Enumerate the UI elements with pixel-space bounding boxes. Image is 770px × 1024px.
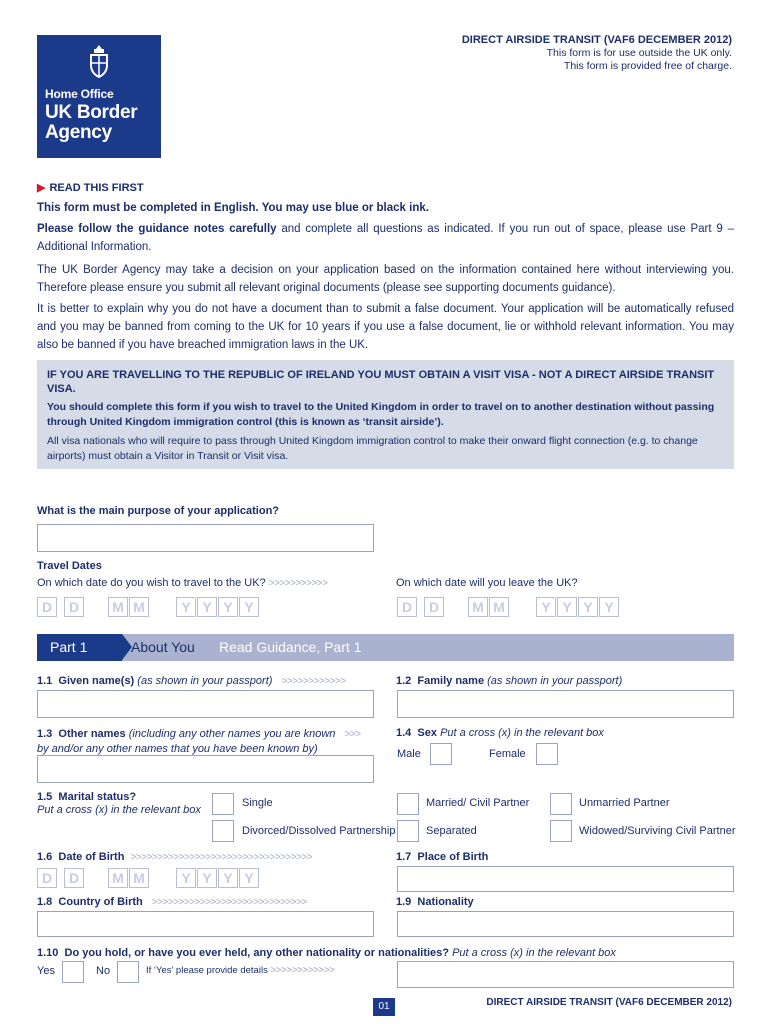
q1-2-title: Family name: [417, 675, 485, 687]
q1-1-label: [37, 675, 346, 687]
q1-9-title: Nationality: [417, 896, 474, 908]
arrows-icon: >>>>>>>>>>>>: [270, 965, 335, 976]
q1-3-note-2: by and/or any other names that you have been known by): [37, 743, 318, 755]
q1-4-label: [396, 727, 604, 739]
separated-label: Separated: [426, 825, 477, 837]
q1-9-number: 1.9: [396, 896, 412, 908]
q1-6-label: [37, 851, 312, 863]
q1-3-note: (including any other names you are known: [128, 728, 336, 740]
month-digit-1[interactable]: M: [108, 868, 128, 888]
arrival-date-label: On which date do you wish to travel to the UK?: [37, 577, 266, 589]
q1-4-note: Put a cross (x) in the relevant box: [440, 727, 604, 739]
read-this-first-heading: [37, 181, 144, 194]
form-free-note: This form is provided free of charge.: [563, 60, 732, 72]
single-label: Single: [242, 797, 273, 809]
date-of-birth-field[interactable]: [37, 868, 277, 890]
triangle-right-icon: ▶: [37, 182, 46, 194]
q1-10-note: Put a cross (x) in the relevant box: [452, 947, 616, 959]
intro-paragraph-2-rest: and complete all questions as indicated. If you run out of space, please use Part 9 – Additional Information.: [37, 223, 735, 253]
intro-paragraph-2-bold: Please follow the guidance notes carefully: [37, 223, 277, 235]
q1-6-number: 1.6: [37, 851, 53, 863]
departure-date-label: On which date will you leave the UK?: [396, 577, 578, 589]
family-name-input[interactable]: [397, 690, 734, 718]
month-digit-2[interactable]: M: [129, 597, 149, 617]
q1-7-number: 1.7: [396, 851, 412, 863]
purpose-input[interactable]: [37, 524, 374, 552]
year-digit-3[interactable]: Y: [578, 597, 598, 617]
year-digit-1[interactable]: Y: [176, 868, 196, 888]
female-checkbox[interactable]: [536, 743, 558, 765]
q1-5-note: Put a cross (x) in the relevant box: [37, 804, 201, 816]
footer-title: DIRECT AIRSIDE TRANSIT (VAF6 DECEMBER 2012): [486, 997, 732, 1008]
widowed-checkbox[interactable]: [550, 820, 572, 842]
day-digit-2[interactable]: D: [64, 597, 84, 617]
if-yes-text: If ‘Yes’ please provide details: [146, 965, 268, 976]
yes-label: Yes: [37, 965, 55, 977]
day-digit-2[interactable]: D: [64, 868, 84, 888]
royal-crest-icon: [85, 43, 113, 79]
arrival-date-question: [37, 577, 328, 589]
day-digit-1[interactable]: D: [37, 597, 57, 617]
year-digit-2[interactable]: Y: [557, 597, 577, 617]
arrows-icon: >>>: [344, 729, 361, 740]
notice-text: All visa nationals who will require to pass through United Kingdom immigration control to make their onward flight connection (e.g. to change airports) must obtain a Visitor in Transit or Visit visa.: [47, 435, 698, 462]
if-yes-label: [146, 965, 335, 976]
q1-3-number: 1.3: [37, 728, 53, 740]
q1-5-label: [37, 791, 201, 817]
page-number: 01: [373, 998, 395, 1016]
purpose-label: What is the main purpose of your application?: [37, 505, 280, 517]
place-of-birth-input[interactable]: [397, 866, 734, 892]
year-digit-1[interactable]: Y: [176, 597, 196, 617]
q1-2-note: [487, 675, 622, 687]
other-nationality-details-input[interactable]: [397, 961, 734, 988]
ireland-notice-box: [37, 360, 734, 469]
month-digit-2[interactable]: M: [129, 868, 149, 888]
widowed-label: Widowed/Surviving Civil Partner: [579, 825, 736, 837]
arrows-icon: >>>>>>>>>>>>: [281, 676, 346, 687]
married-label: Married/ Civil Partner: [426, 797, 530, 809]
q1-2-label: [396, 675, 622, 687]
year-digit-4[interactable]: Y: [239, 868, 259, 888]
unmarried-label: Unmarried Partner: [579, 797, 670, 809]
arrival-date-field[interactable]: [37, 597, 277, 619]
q1-10-title: Do you hold, or have you ever held, any other nationality or nationalities?: [64, 947, 449, 959]
logo-home-office: Home Office: [45, 87, 114, 101]
q1-8-title: Country of Birth: [58, 896, 143, 908]
day-digit-1[interactable]: D: [37, 868, 57, 888]
country-of-birth-input[interactable]: [37, 911, 374, 937]
q1-5-title: Marital status?: [58, 791, 137, 803]
uk-border-agency-logo: [37, 35, 161, 158]
month-digit-1[interactable]: M: [468, 597, 488, 617]
form-title: DIRECT AIRSIDE TRANSIT (VAF6 DECEMBER 2012): [461, 34, 732, 46]
q1-2-paren: (: [487, 675, 491, 687]
month-digit-2[interactable]: M: [489, 597, 509, 617]
month-digit-1[interactable]: M: [108, 597, 128, 617]
year-digit-4[interactable]: Y: [599, 597, 619, 617]
q1-4-title: Sex: [417, 727, 437, 739]
intro-paragraph-1: This form must be completed in English. You may use blue or black ink.: [37, 202, 429, 214]
divorced-checkbox[interactable]: [212, 820, 234, 842]
separated-checkbox[interactable]: [397, 820, 419, 842]
q1-10-label: [37, 947, 616, 959]
year-digit-1[interactable]: Y: [536, 597, 556, 617]
single-checkbox[interactable]: [212, 793, 234, 815]
male-label: Male: [397, 748, 421, 760]
intro-paragraph-3: The UK Border Agency may take a decision on your application based on the information contained here without interviewing you. Therefore please ensure you submit all relevant original documents (please see supporting documents guidance).: [37, 264, 734, 294]
no-checkbox[interactable]: [117, 961, 139, 983]
year-digit-3[interactable]: Y: [218, 597, 238, 617]
given-names-input[interactable]: [37, 690, 374, 718]
logo-agency-name: [45, 103, 137, 143]
departure-date-field[interactable]: [397, 597, 637, 619]
year-digit-3[interactable]: Y: [218, 868, 238, 888]
q1-1-note: (as shown in your passport): [137, 675, 273, 687]
logo-line-2: UK Border: [45, 102, 138, 123]
notice-heading: IF YOU ARE TRAVELLING TO THE REPUBLIC OF IRELAND YOU MUST OBTAIN A VISIT VISA - NOT A DIRECT AIRSIDE TRANSIT VISA.: [47, 369, 715, 395]
year-digit-2[interactable]: Y: [197, 868, 217, 888]
part-1-title: About You: [131, 639, 195, 655]
year-digit-2[interactable]: Y: [197, 597, 217, 617]
day-digit-1[interactable]: D: [397, 597, 417, 617]
intro-paragraph-2: [37, 220, 734, 256]
q1-8-number: 1.8: [37, 896, 53, 908]
q1-1-title: Given name(s): [58, 675, 135, 687]
logo-line-3: Agency: [45, 122, 112, 143]
read-this-first-label: READ THIS FIRST: [49, 182, 144, 194]
other-names-input[interactable]: [37, 755, 374, 783]
notice-subheading: You should complete this form if you wish to travel to the United Kingdom in order to travel on to another destination without passing through United Kingdom immigration control (this is known as ‘transit airside’).: [47, 401, 715, 428]
no-label: No: [96, 965, 111, 977]
travel-dates-heading: Travel Dates: [37, 560, 102, 572]
q1-9-label: [396, 896, 474, 908]
part-1-tab: Part 1: [37, 634, 122, 661]
q1-4-number: 1.4: [396, 727, 412, 739]
day-digit-2[interactable]: D: [424, 597, 444, 617]
q1-3-title: Other names: [58, 728, 126, 740]
intro-paragraph-4: It is better to explain why you do not have a document than to submit a false document. Your application will be automatically refused and you may be banned from coming to the UK for 10 years if you use a false document, lie or withhold relevant information. You may also be banned if you have breached immigration laws in the UK.: [37, 303, 734, 351]
divorced-label: Divorced/Dissolved Partnership: [242, 825, 396, 837]
nationality-input[interactable]: [397, 911, 734, 937]
male-checkbox[interactable]: [430, 743, 452, 765]
female-label: Female: [489, 748, 526, 760]
q1-8-label: [37, 896, 307, 908]
q1-5-number: 1.5: [37, 791, 53, 803]
arrows-icon: >>>>>>>>>>>>>>>>>>>>>>>>>>>>>>>>>>: [130, 852, 313, 863]
q1-7-label: [396, 851, 488, 863]
q1-1-number: 1.1: [37, 675, 53, 687]
q1-6-title: Date of Birth: [58, 851, 125, 863]
year-digit-4[interactable]: Y: [239, 597, 259, 617]
q1-10-number: 1.10: [37, 947, 59, 959]
q1-7-title: Place of Birth: [417, 851, 489, 863]
arrows-icon: >>>>>>>>>>>: [268, 578, 328, 589]
part-1-guidance: Read Guidance, Part 1: [219, 639, 362, 655]
married-checkbox[interactable]: [397, 793, 419, 815]
q1-2-note-text: as shown in your passport): [490, 675, 623, 687]
q1-2-number: 1.2: [396, 675, 412, 687]
form-usage-note: This form is for use outside the UK only.: [546, 47, 732, 59]
arrows-icon: >>>>>>>>>>>>>>>>>>>>>>>>>>>>>: [151, 897, 307, 908]
yes-checkbox[interactable]: [62, 961, 84, 983]
q1-3-label: [37, 727, 377, 756]
unmarried-checkbox[interactable]: [550, 793, 572, 815]
